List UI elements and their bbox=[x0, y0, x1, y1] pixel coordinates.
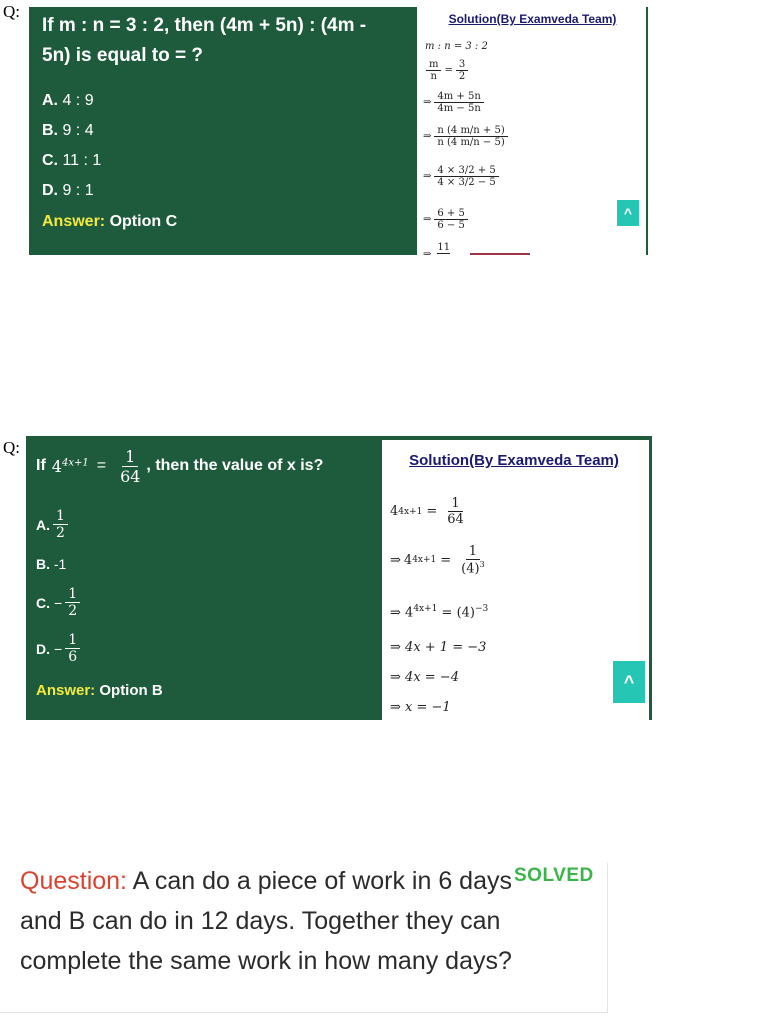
step-6: ⇒ $\frac{6 + 5}{6 - 5}$ bbox=[423, 208, 471, 231]
option-a[interactable]: A. 4 : 9 bbox=[42, 92, 94, 109]
solved-badge: SOLVED bbox=[514, 865, 594, 886]
option-c[interactable]: C. − $\frac{1}{2}$ bbox=[36, 586, 83, 619]
question-text-2: If $4^{4x+1}$ = $\frac{1}{64}$ , then the value of x is? bbox=[36, 446, 324, 486]
step-5: ⇒ 4x = −4 bbox=[390, 670, 459, 685]
question-line-2: and B can do in 12 days. Together they can bbox=[20, 907, 501, 935]
solution-title-1: Solution(By Examveda Team) bbox=[448, 12, 617, 26]
step-7: ⇒ 11 bbox=[423, 242, 451, 255]
step-4: ⇒ $\frac{n (4 m/n + 5)}{n (4 m/n - 5)}$ bbox=[423, 125, 511, 148]
step-1: m : n = 3 : 2 bbox=[425, 41, 488, 52]
step-3: ⇒ $4^{4x+1} = (4)^{-3}$ bbox=[390, 604, 489, 621]
chevron-up-icon: ^ bbox=[623, 205, 633, 221]
option-d[interactable]: D. 9 : 1 bbox=[42, 182, 94, 199]
chevron-up-icon: ^ bbox=[623, 671, 635, 692]
q-label-2: Q: bbox=[3, 438, 20, 457]
option-c[interactable]: C. 11 : 1 bbox=[42, 152, 102, 169]
question-text-1b: 5n) is equal to = ? bbox=[42, 45, 203, 66]
step-4: ⇒ 4x + 1 = −3 bbox=[390, 640, 487, 655]
answer-line-2: Answer: Option B bbox=[36, 682, 163, 699]
option-a[interactable]: A. $\frac{1}{2}$ bbox=[36, 508, 71, 541]
step-1: 4 4x+1 = $\frac{1}{64}$ bbox=[390, 496, 464, 527]
step-5: ⇒ $\frac{4 \times 3/2 + 5}{4 \times 3/2 - 5}$ bbox=[423, 165, 502, 188]
solution-underline-1 bbox=[470, 253, 530, 255]
answer-line-1: Answer: Option C bbox=[42, 213, 178, 230]
question-board-1 bbox=[29, 7, 417, 255]
question-card-3 bbox=[0, 863, 608, 1013]
step-3: ⇒ $\frac{4m + 5n}{4m - 5n}$ bbox=[423, 91, 487, 114]
question-label: Question: bbox=[20, 867, 128, 895]
question-line-3: complete the same work in how many days? bbox=[20, 947, 512, 975]
step-6: ⇒ x = −1 bbox=[390, 700, 451, 715]
step-2: $\frac{m}{n}$ = $\frac{3}{2}$ bbox=[423, 59, 471, 82]
option-b[interactable]: B. 9 : 4 bbox=[42, 122, 94, 139]
option-d[interactable]: D. − $\frac{1}{6}$ bbox=[36, 632, 83, 665]
question-line-1: Question: A can do a piece of work in 6 days bbox=[20, 867, 512, 895]
q-label-1: Q: bbox=[3, 2, 20, 21]
step-2: ⇒ 4 4x+1 = $\frac{1}{(4)^3}$ bbox=[390, 544, 485, 577]
question-text-1a: If m : n = 3 : 2, then (4m + 5n) : (4m - bbox=[42, 15, 367, 36]
solution-panel-1 bbox=[417, 7, 648, 255]
scroll-top-button-2[interactable] bbox=[613, 661, 645, 703]
solution-title-2: Solution(By Examveda Team) bbox=[409, 452, 619, 469]
option-b[interactable]: B. -1 bbox=[36, 556, 67, 572]
scroll-top-button-1[interactable] bbox=[617, 200, 639, 226]
question-board-2 bbox=[26, 436, 382, 720]
solution-panel-2 bbox=[382, 436, 652, 720]
